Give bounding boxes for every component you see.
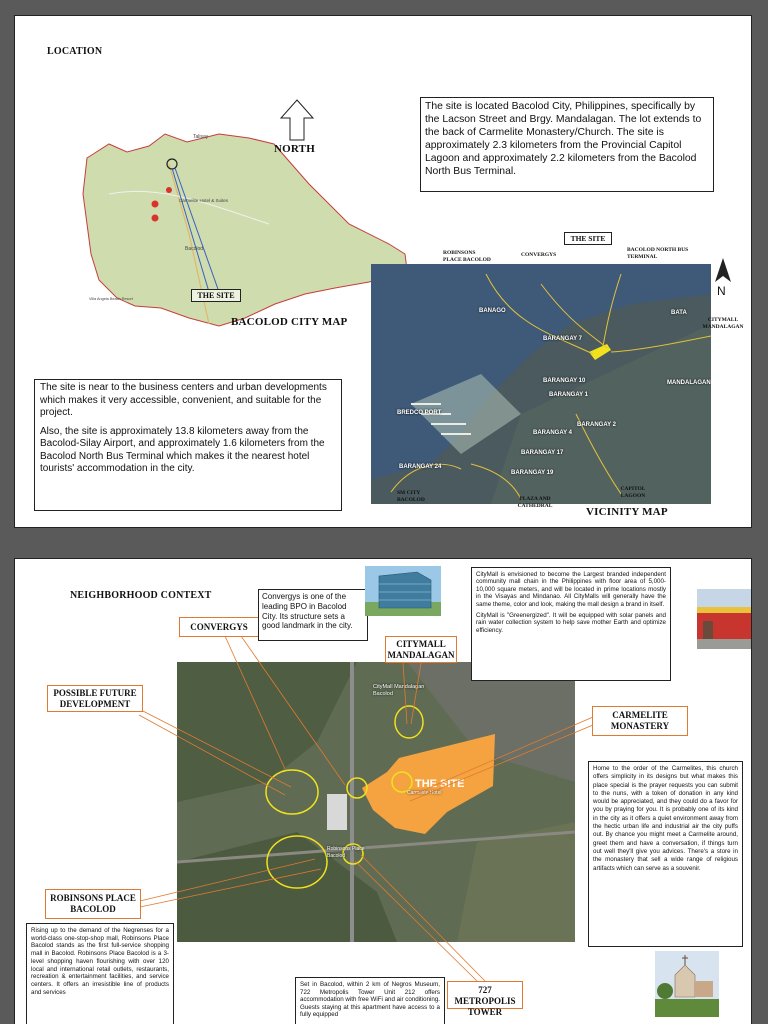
- convergys-text: Convergys is one of the leading BPO in Bacolod City. Its structure sets a good landmark in the city.: [262, 592, 353, 631]
- north-arrow-icon: [279, 98, 315, 142]
- place-hotel: Carmelite Hotel & Suites: [179, 198, 229, 203]
- vicinity-map-image: [371, 264, 711, 504]
- label-carmelite: CARMELITE MONASTERY: [592, 706, 688, 736]
- label-metropolis: 727 METROPOLIS TOWER: [447, 981, 523, 1009]
- barangay-label: BARANGAY 19: [511, 470, 554, 476]
- access-box: [34, 379, 342, 511]
- label-capitol: CAPITOL LAGOON: [620, 486, 646, 499]
- city-map-site-label: THE SITE: [191, 289, 241, 302]
- poi-icon: [152, 201, 159, 208]
- location-intro-text: The site is located Bacolod City, Philippines, specifically by the Lacson Street and Brgy. Mandalagan. The lot extends to the back of Carmelite Monastery/Church. The site is approximately 2.3 kilometers from the Provincial Capitol Lagoon and approximately 2.2 kilometers from the Bacolod North Bus Terminal.: [425, 101, 702, 177]
- barangay-label: BARANGAY 7: [543, 336, 583, 342]
- citymall-text-2: CityMall is "Greenergized". It will be equipped with solar panels and rain water collection system to help save mother Earth and optimize efficiency.: [476, 612, 666, 634]
- the-site-label: THE SITE: [415, 778, 465, 790]
- carmelite-text: Home to the order of the Carmelites, this church offers simplicity in its designs but what makes this place special is the prayer requests you can submit to the nuns, with a token of donation in any kind would be appreciated, and they could do a favor for you by praying for you. It is probably one of its kind in the city as it offers a quiet environment away from the hectic urban life and industrial air the city puffs out. By chance you might meet a Carmelite around, greet them and have a conversation, if things turn out well they'll give you advices. There's a store in the monastery that sell a wide range of religious artifacts which can serve as a souvenir.: [593, 765, 738, 872]
- label-robinsons: ROBINSONS PLACE BACOLOD: [45, 889, 141, 919]
- vicinity-site-label: THE SITE: [564, 232, 612, 245]
- carmelite-info-box: [588, 761, 743, 947]
- map-place-robinsons: Robinsons Place Bacolod: [327, 846, 365, 859]
- barangay-label: BATA: [671, 310, 687, 316]
- metropolis-text: Set in Bacolod, within 2 km of Negros Museum, 722 Metropolis Tower Unit 212 offers accommodation with free WiFi and air conditioning. Guests staying at this apartment have access to a fully equipped: [300, 981, 440, 1019]
- location-page: [14, 15, 752, 528]
- label-citymall: CITYMALL MANDALAGAN: [385, 636, 457, 663]
- barangay-label: BARANGAY 4: [533, 430, 573, 436]
- place-villa: Villa Angela Beach Resort: [89, 297, 133, 301]
- label-citymall: CITYMALL MANDALAGAN: [702, 317, 744, 330]
- carmelite-photo: [655, 951, 719, 1017]
- robinsons-info-box: [26, 923, 174, 1024]
- neighborhood-page: [14, 558, 752, 1024]
- barangay-label: BANAGO: [479, 308, 506, 314]
- barangay-label: BARANGAY 10: [543, 378, 586, 384]
- barangay-label: BREDCO PORT: [397, 410, 442, 416]
- label-sm-city: SM CITY BACOLOD: [397, 490, 425, 503]
- map-place-citymall: CityMall Mandalagan Bacolod: [373, 684, 425, 697]
- compass-letter: N: [717, 284, 726, 298]
- barangay-label: BARANGAY 17: [521, 450, 564, 456]
- convergys-photo: [365, 566, 441, 616]
- vicinity-map-caption: VICINITY MAP: [586, 506, 668, 518]
- barangay-label: BARANGAY 1: [549, 392, 589, 398]
- neighborhood-heading: NEIGHBORHOOD CONTEXT: [70, 590, 212, 601]
- citymall-photo: [697, 589, 752, 649]
- map-place-hotel: Carmelite Hotel: [407, 790, 442, 796]
- label-bus-terminal: BACOLOD NORTH BUS TERMINAL: [627, 247, 689, 260]
- label-convergys: CONVERGYS: [521, 252, 557, 258]
- label-convergys: CONVERGYS: [179, 617, 259, 637]
- access-text-1: The site is near to the business centers and urban developments which makes it very accessible, convenient, and suitable for the project.: [40, 382, 327, 418]
- access-text-2: Also, the site is approximately 13.8 kilometers away from the Bacolod-Silay Airport, and approximately 1.6 kilometers from the Bacolod North Bus Terminal which makes it the nearest hotel tourists' accommodation in the city.: [40, 425, 325, 474]
- poi-icon: [152, 215, 159, 222]
- location-heading: LOCATION: [47, 46, 103, 57]
- north-label: NORTH: [274, 143, 315, 155]
- poi-icon: [166, 187, 172, 193]
- place-bacolod: Bacolod: [185, 246, 204, 252]
- robinsons-text: Rising up to the demand of the Negrenses for a world-class one-stop-shop mall, Robinsons Place Bacolod stands as the first full-service shopping mall in Bacolod. Robinsons Place Bacolod is a 3-level shopping haven flourishing with over 120 local and international retail outlets, restaurants, recreation & entertainment facilities, and service centers. It offers an irresistible line of products and services: [31, 927, 169, 996]
- citymall-text-1: CityMall is envisioned to become the Largest branded independent community mall chain in the Philippines with floor area of 5,000-10,000 square meters, and will be located in prime locations mostly in the Visayas and Mindanao. All CityMalls will generally have the same theme, color and look, making the mall design a brand in itself.: [476, 571, 666, 608]
- label-plaza: PLAZA AND CATHEDRAL: [517, 496, 553, 509]
- barangay-label: BARANGAY 24: [399, 464, 442, 470]
- city-map-caption: BACOLOD CITY MAP: [231, 316, 348, 328]
- citymall-info-box: [471, 567, 671, 681]
- place-talisay: Talisay: [193, 134, 209, 140]
- label-future-development: POSSIBLE FUTURE DEVELOPMENT: [47, 685, 143, 712]
- location-intro-box: [420, 97, 714, 192]
- convergys-info-box: [258, 589, 368, 641]
- label-robinsons: ROBINSONS PLACE BACOLOD: [443, 250, 491, 263]
- barangay-label: BARANGAY 2: [577, 422, 617, 428]
- metropolis-info-box: [295, 977, 445, 1024]
- barangay-label: MANDALAGAN: [667, 380, 711, 386]
